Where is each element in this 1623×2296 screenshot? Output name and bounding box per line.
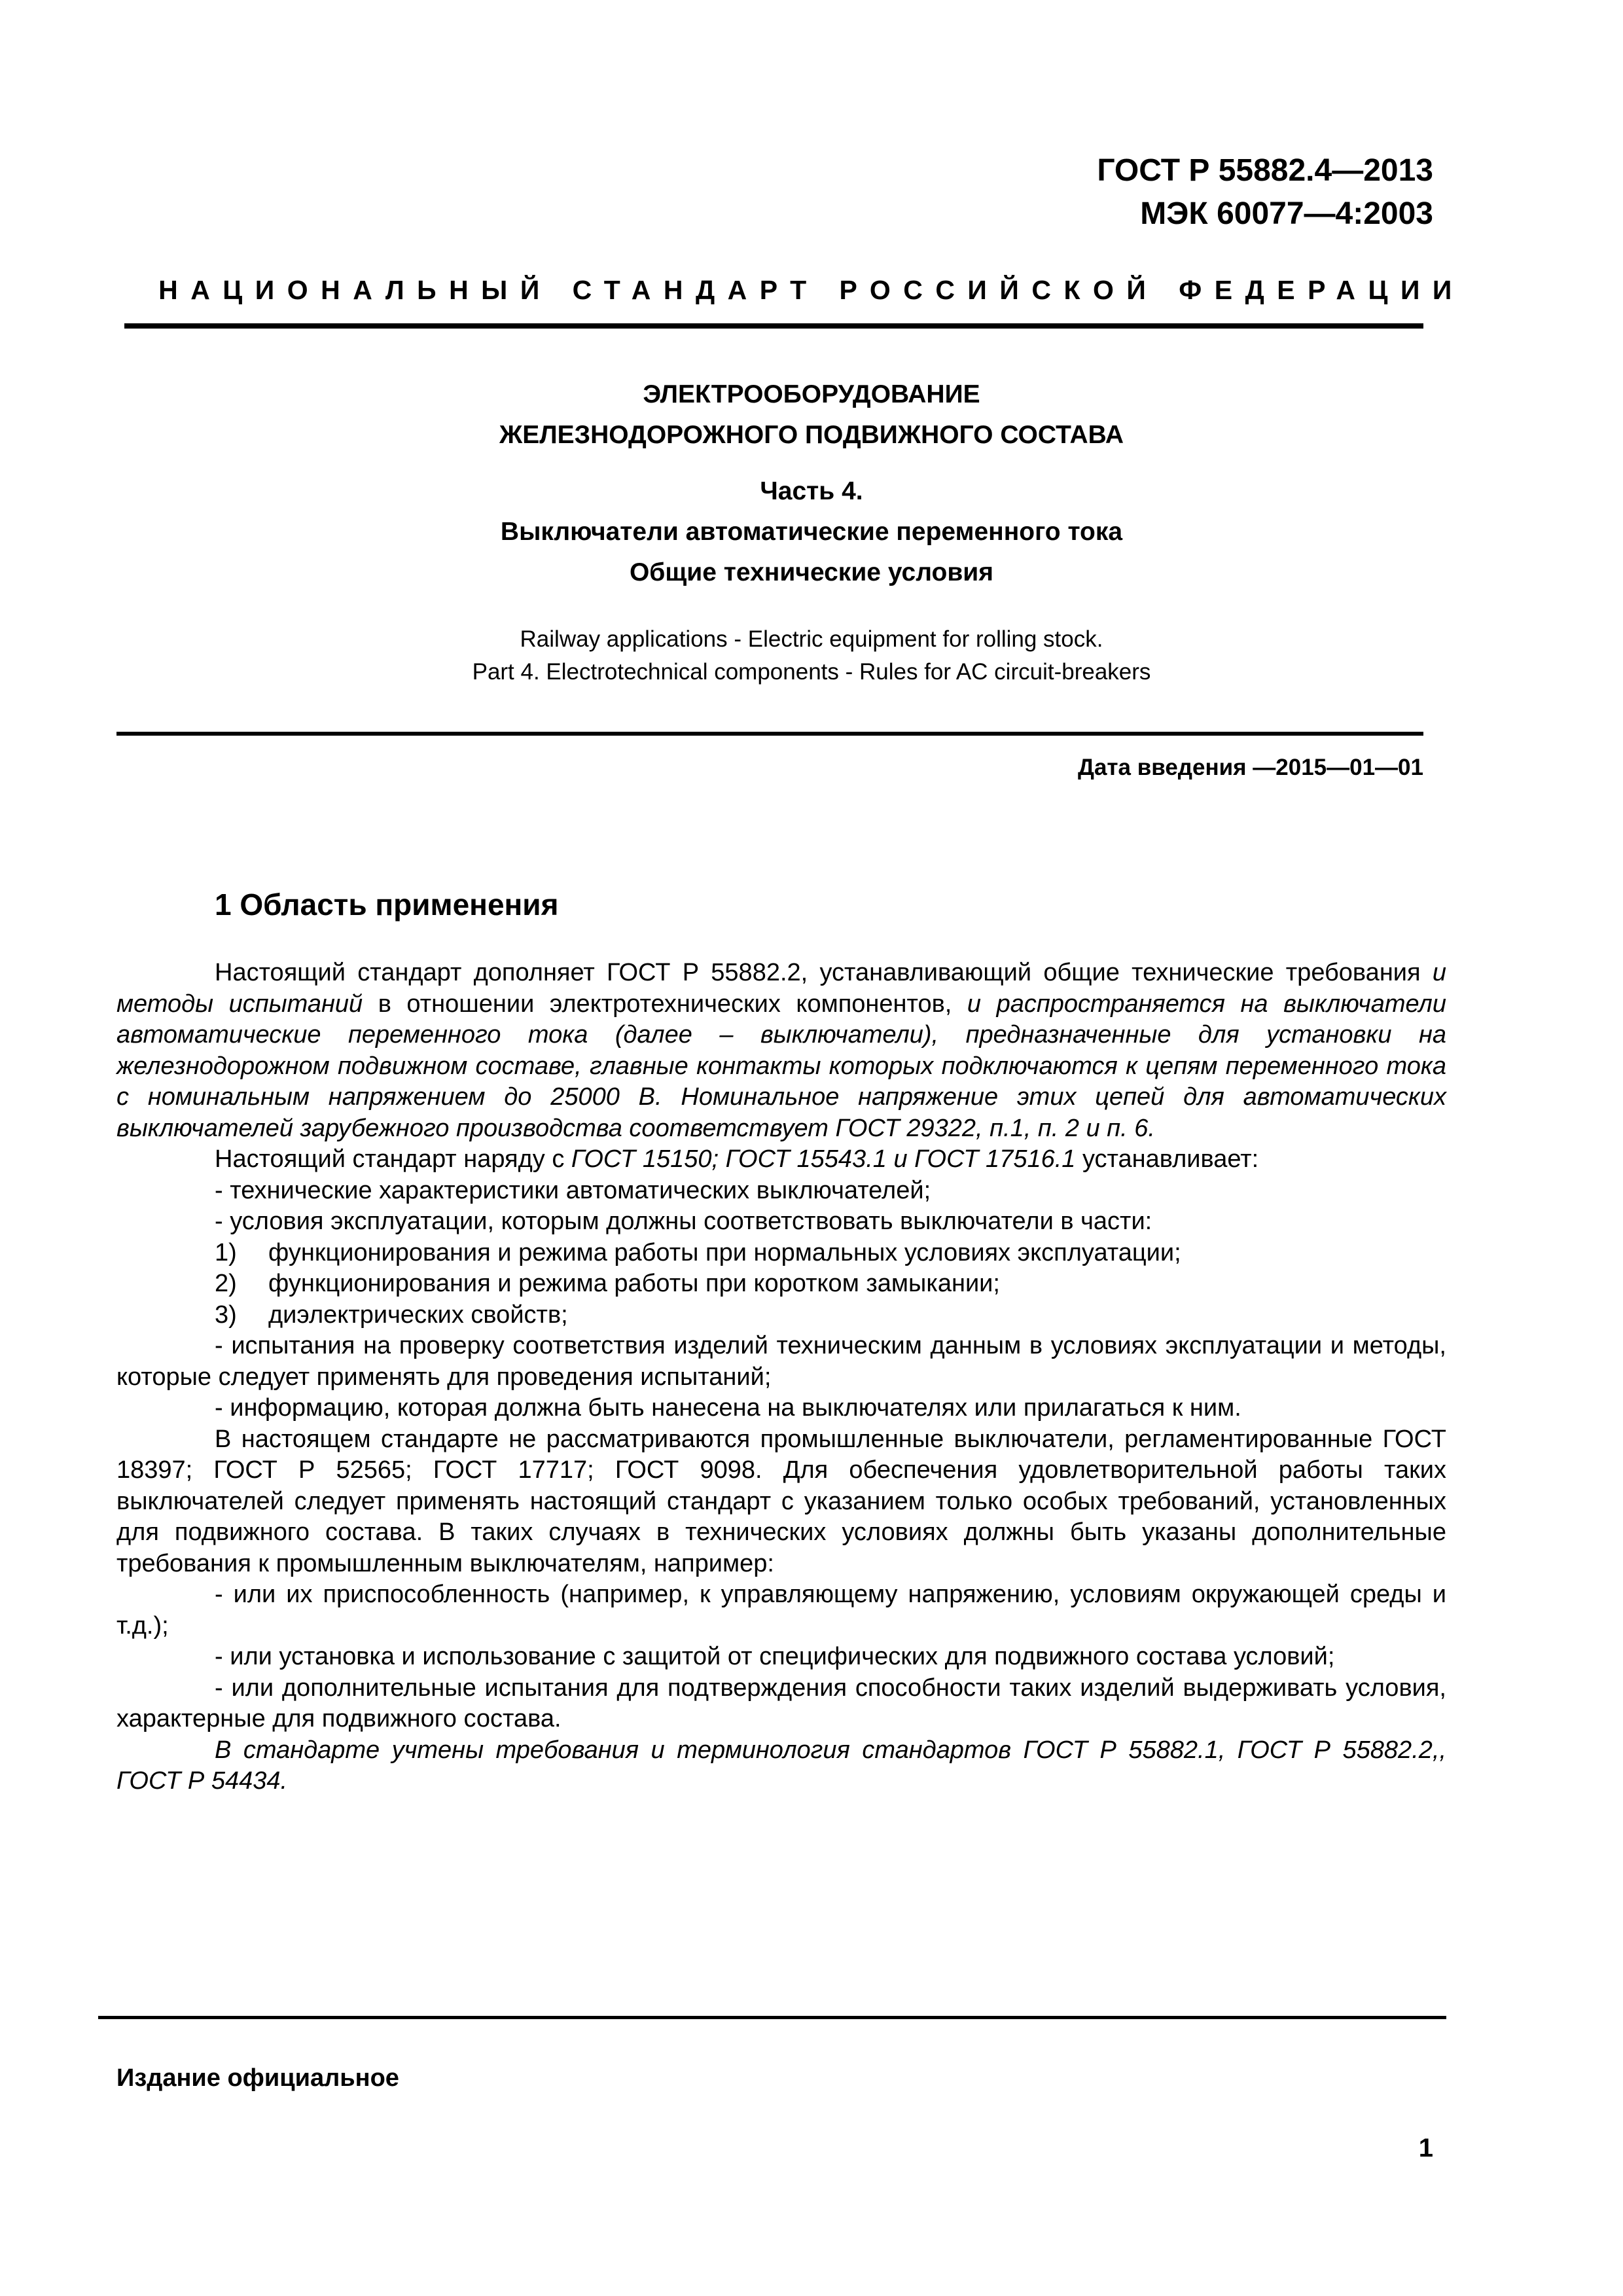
paragraph-establishes — [116, 1144, 1446, 1175]
item-number: 2) — [215, 1270, 237, 1297]
text-run: в отношении электротехнических компонентов, — [363, 990, 967, 1018]
section-body — [116, 958, 1446, 1797]
section-heading: 1 Область применения — [215, 888, 559, 922]
item-text: функционирования и режима работы при коротком замыкании; — [268, 1270, 1000, 1297]
text-run: устанавливает: — [1075, 1145, 1259, 1173]
document-codes — [1097, 149, 1433, 236]
part-number: Часть 4. — [760, 477, 863, 505]
text-run-italic: и распространяется на выключатели автоматические переменного тока (далее – выключатели), предназначенные для установки на железнодорожном подвижном составе, главные контакты которых подключаются к цепям переменного тока с номинальным напряжением до 25000 В. Номинальное напряжение этих цепей для автоматических выключателей зарубежного производства соответствует ГОСТ 29322, п.1, п. 2 и п. 6. — [116, 990, 1446, 1142]
document-title — [0, 374, 1623, 456]
document-subtitle — [0, 471, 1623, 593]
subtitle-line-1: Выключатели автоматические переменного тока — [500, 518, 1123, 546]
list-item: - или их приспособленность (например, к управляющему напряжению, условиям окружающей среды и т.д.); — [116, 1581, 1446, 1640]
english-title-line-1: Railway applications - Electric equipment for rolling stock. — [520, 626, 1103, 652]
list-item: - информацию, которая должна быть нанесена на выключателях или прилагаться к ним. — [215, 1394, 1241, 1422]
english-title — [0, 623, 1623, 689]
paragraph-scope — [116, 958, 1446, 1144]
subtitle-line-2: Общие технические условия — [629, 558, 994, 586]
title-line-1: ЭЛЕКТРООБОРУДОВАНИЕ — [643, 380, 980, 408]
numbered-item — [116, 1268, 1446, 1300]
list-item: - или установка и использование с защитой от специфических для подвижного состава условий; — [215, 1643, 1335, 1670]
numbered-item — [116, 1300, 1446, 1331]
iec-code: МЭК 60077—4:2003 — [1140, 196, 1433, 231]
item-text: функционирования и режима работы при нормальных условиях эксплуатации; — [268, 1238, 1181, 1266]
item-text: диэлектрических свойств; — [268, 1300, 568, 1329]
official-edition-label: Издание официальное — [116, 2064, 399, 2092]
paragraph-exclusions: В настоящем стандарте не рассматриваются промышленные выключатели, регламентированные ГОСТ 18397; ГОСТ Р 52565; ГОСТ 17717; ГОСТ 9098. Для обеспечения удовлетворительной работы таких выключателей следует применять настоящий стандарт с указанием только особых требований, установленных для подвижного состава. В таких случаях в технических условиях должны быть указаны дополнительные требования к промышленным выключателям, например: — [116, 1425, 1446, 1577]
list-item: - или дополнительные испытания для подтверждения способности таких изделий выдерживать условия, характерные для подвижного состава. — [116, 1674, 1446, 1732]
national-standard-label: НАЦИОНАЛЬНЫЙ СТАНДАРТ РОССИЙСКОЙ ФЕДЕРАЦИИ — [158, 275, 1465, 305]
list-item: - условия эксплуатации, которым должны соответствовать выключатели в части: — [215, 1208, 1152, 1235]
header-rule — [124, 323, 1423, 329]
item-number: 1) — [215, 1238, 237, 1266]
introduction-date: Дата введения —2015—01—01 — [1078, 755, 1423, 780]
title-line-2: ЖЕЛЕЗНОДОРОЖНОГО ПОДВИЖНОГО СОСТАВА — [499, 421, 1124, 449]
text-run-italic: ГОСТ 15150; ГОСТ 15543.1 и ГОСТ 17516.1 — [571, 1145, 1076, 1173]
text-run-italic: и методы испытаний — [116, 959, 1446, 1018]
paragraph-references: В стандарте учтены требования и терминология стандартов ГОСТ Р 55882.1, ГОСТ Р 55882.2,, ГОСТ Р 54434. — [116, 1736, 1446, 1795]
numbered-item — [116, 1238, 1446, 1269]
text-run: Настоящий стандарт дополняет ГОСТ Р 55882.2, устанавливающий общие технические требования — [215, 959, 1433, 986]
title-rule — [116, 732, 1423, 736]
list-item: - технические характеристики автоматических выключателей; — [215, 1176, 931, 1204]
list-item: - испытания на проверку соответствия изделий техническим данным в условиях эксплуатации и методы, которые следует применять для проведения испытаний; — [116, 1332, 1446, 1391]
english-title-line-2: Part 4. Electrotechnical components - Rules for AC circuit-breakers — [472, 659, 1151, 685]
text-run: Настоящий стандарт наряду с — [215, 1145, 571, 1173]
page-number: 1 — [1418, 2134, 1433, 2162]
gost-code: ГОСТ Р 55882.4—2013 — [1097, 153, 1433, 188]
footer-rule — [98, 2016, 1446, 2019]
item-number: 3) — [215, 1300, 237, 1329]
